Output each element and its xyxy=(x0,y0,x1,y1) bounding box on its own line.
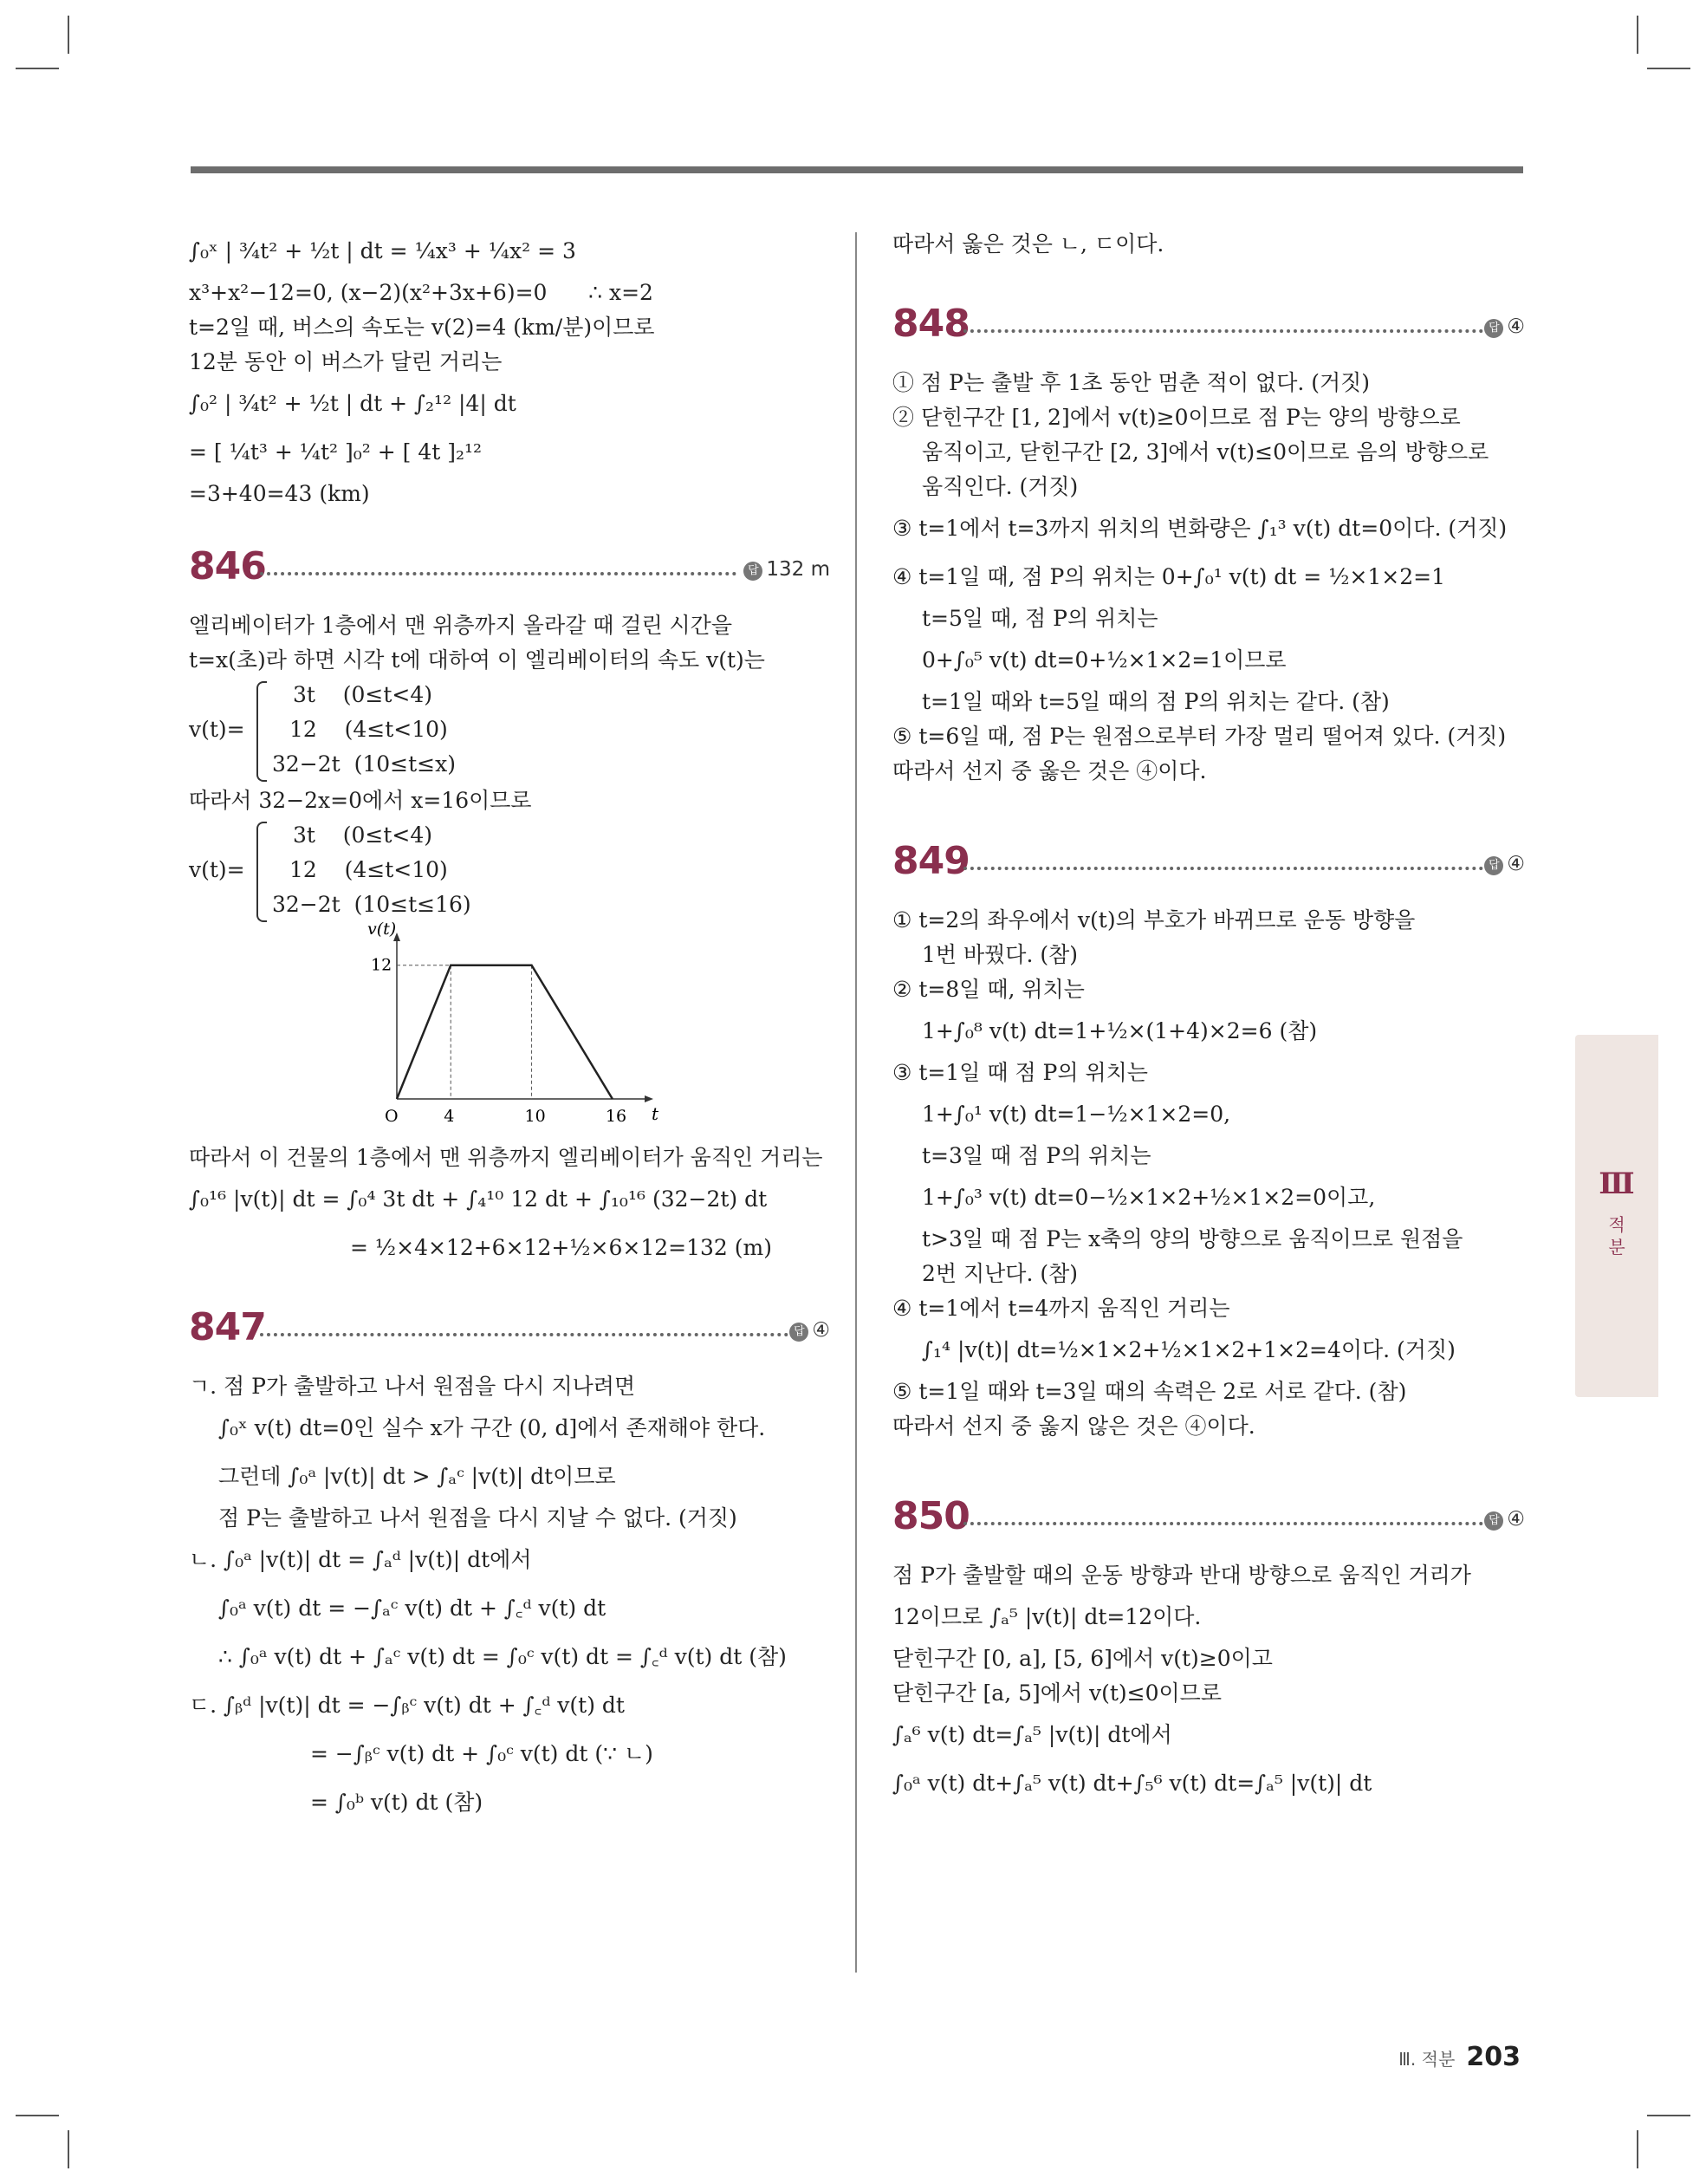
p848-line: 움직이고, 닫힌구간 [2, 3]에서 v(t)≤0이므로 음의 방향으로 xyxy=(922,439,1489,465)
answer-icon: 답 xyxy=(1484,856,1503,875)
velocity-graph xyxy=(362,920,659,1134)
intro-line-2: x³+x²−12=0, (x−2)(x²+3x+6)=0 ∴ x=2 xyxy=(189,280,653,305)
p849-line: t>3일 때 점 P는 x축의 양의 방향으로 움직이므로 원점을 xyxy=(922,1226,1463,1251)
page-footer xyxy=(1398,2042,1521,2072)
crop-mark xyxy=(68,16,69,54)
p850-line: ∫₀ᵃ v(t) dt+∫ₐ⁵ v(t) dt+∫₅⁶ v(t) dt=∫ₐ⁵ |v(t)| dt xyxy=(892,1771,1372,1796)
p849-line: 따라서 선지 중 옳지 않은 것은 ④이다. xyxy=(892,1414,1255,1439)
dotted-leader xyxy=(260,1333,788,1336)
intro-line-3: t=2일 때, 버스의 속도는 v(2)=4 (km/분)이므로 xyxy=(189,315,655,340)
p848-line: 따라서 선지 중 옳은 것은 ④이다. xyxy=(892,758,1207,783)
crop-mark xyxy=(1637,16,1638,54)
dotted-leader xyxy=(963,867,1483,870)
p847-line: ㄷ. ∫ᵦᵈ |v(t)| dt = −∫ᵦᶜ v(t) dt + ∫꜀ᵈ v(t) dt xyxy=(189,1693,625,1718)
piece-label: v(t)= xyxy=(189,857,245,882)
problem-849-header xyxy=(892,829,1525,903)
p848-line: t=5일 때, 점 P의 위치는 xyxy=(922,606,1158,631)
p849-line: 2번 지난다. (참) xyxy=(922,1261,1079,1286)
p849-line: ③ t=1일 때 점 P의 위치는 xyxy=(892,1060,1148,1085)
problem-number: 847 xyxy=(189,1305,266,1349)
piece-row: 32−2t (10≤t≤x) xyxy=(272,751,456,777)
p847-line: ㄱ. 점 P가 출발하고 나서 원점을 다시 지나려면 xyxy=(189,1374,636,1399)
p848-line: 움직인다. (거짓) xyxy=(922,474,1079,499)
answer-label: 답 ④ xyxy=(789,1319,830,1342)
intro-line-1: ∫₀ˣ | ³⁄₄t² + ½t | dt = ¼x³ + ¼x² = 3 xyxy=(189,238,576,263)
right-intro: 따라서 옳은 것은 ㄴ, ㄷ이다. xyxy=(892,231,1164,257)
crop-mark xyxy=(1647,68,1690,69)
crop-mark xyxy=(16,2115,59,2116)
p846-line: 따라서 이 건물의 1층에서 맨 위층까지 엘리베이터가 움직인 거리는 xyxy=(189,1145,823,1170)
p850-line: ∫ₐ⁶ v(t) dt=∫ₐ⁵ |v(t)| dt에서 xyxy=(892,1722,1172,1747)
y-tick-label: 12 xyxy=(371,955,392,975)
x-tick-label: 4 xyxy=(444,1107,455,1126)
dotted-leader xyxy=(963,329,1483,333)
dotted-leader xyxy=(963,1522,1483,1525)
p849-line: 1+∫₀⁸ v(t) dt=1+½×(1+4)×2=6 (참) xyxy=(922,1018,1318,1043)
piece-row: 3t (0≤t<4) xyxy=(293,682,432,707)
p846-line: ∫₀¹⁶ |v(t)| dt = ∫₀⁴ 3t dt + ∫₄¹⁰ 12 dt + ∫₁₀¹⁶ (32−2t) dt xyxy=(189,1186,768,1212)
x-axis-arrow xyxy=(645,1095,653,1102)
p849-line: 1번 바꿨다. (참) xyxy=(922,942,1079,967)
answer-label: 답 132 m xyxy=(743,558,830,581)
problem-848-header xyxy=(892,291,1525,366)
intro-line-6: = [ ¼t³ + ¼t² ]₀² + [ 4t ]₂¹² xyxy=(189,439,483,465)
p847-line: ∫₀ˣ v(t) dt=0인 실수 x가 구간 (0, d]에서 존재해야 한다. xyxy=(218,1415,766,1440)
answer-icon: 답 xyxy=(789,1323,808,1342)
piecewise-1 xyxy=(189,678,830,783)
intro-line-7: =3+40=43 (km) xyxy=(189,481,370,506)
x-axis-label: t xyxy=(652,1103,659,1124)
crop-mark xyxy=(1637,2130,1638,2168)
p848-line: ① 점 P는 출발 후 1초 동안 멈춘 적이 없다. (거짓) xyxy=(892,370,1371,395)
p846-line: t=x(초)라 하면 시각 t에 대하여 이 엘리베이터의 속도 v(t)는 xyxy=(189,647,765,673)
right-column xyxy=(892,227,1525,1808)
chapter-side-tab xyxy=(1575,1035,1658,1397)
p849-line: ① t=2의 좌우에서 v(t)의 부호가 바뀌므로 운동 방향을 xyxy=(892,907,1416,933)
answer-icon: 답 xyxy=(1484,319,1503,338)
chapter-roman: Ⅲ xyxy=(1599,1167,1635,1201)
p846-line: = ½×4×12+6×12+½×6×12=132 (m) xyxy=(350,1235,772,1260)
top-rule xyxy=(191,166,1523,173)
x-tick-label: O xyxy=(385,1107,399,1126)
piece-label: v(t)= xyxy=(189,717,245,742)
answer-icon: 답 xyxy=(1484,1511,1503,1531)
y-axis-label: v(t) xyxy=(367,920,397,939)
p849-line: t=3일 때 점 P의 위치는 xyxy=(922,1143,1151,1168)
dotted-leader xyxy=(260,572,736,575)
p848-line: ③ t=1에서 t=3까지 위치의 변화량은 ∫₁³ v(t) dt=0이다. (거짓) xyxy=(892,516,1508,541)
p849-line: ⑤ t=1일 때와 t=3일 때의 속력은 2로 서로 같다. (참) xyxy=(892,1379,1407,1404)
p849-line: ∫₁⁴ |v(t)| dt=½×1×2+½×1×2+1×2=4이다. (거짓) xyxy=(922,1337,1456,1362)
problem-number: 846 xyxy=(189,544,266,588)
piece-row: 12 (4≤t<10) xyxy=(289,717,448,742)
left-column xyxy=(189,227,830,1827)
p849-line: ② t=8일 때, 위치는 xyxy=(892,977,1085,1002)
problem-847-header xyxy=(189,1295,830,1369)
p850-line: 닫힌구간 [0, a], [5, 6]에서 v(t)≥0이고 xyxy=(892,1646,1273,1671)
crop-mark xyxy=(1647,2115,1690,2116)
problem-846-header xyxy=(189,534,830,608)
p848-line: 0+∫₀⁵ v(t) dt=0+½×1×2=1이므로 xyxy=(922,647,1287,673)
crop-mark xyxy=(68,2130,69,2168)
piece-row: 3t (0≤t<4) xyxy=(293,822,432,848)
p846-line: 엘리베이터가 1층에서 맨 위층까지 올라갈 때 걸린 시간을 xyxy=(189,613,732,638)
p847-line: ∫₀ᵃ v(t) dt = −∫ₐᶜ v(t) dt + ∫꜀ᵈ v(t) dt xyxy=(218,1596,607,1621)
problem-number: 848 xyxy=(892,302,970,346)
problem-850-header xyxy=(892,1484,1525,1558)
p848-line: ⑤ t=6일 때, 점 P는 원점으로부터 가장 멀리 떨어져 있다. (거짓) xyxy=(892,724,1507,749)
p848-line: ④ t=1일 때, 점 P의 위치는 0+∫₀¹ v(t) dt = ½×1×2=1 xyxy=(892,564,1445,589)
p847-line: = −∫ᵦᶜ v(t) dt + ∫₀ᶜ v(t) dt (∵ ㄴ) xyxy=(310,1741,653,1766)
p848-line: t=1일 때와 t=5일 때의 점 P의 위치는 같다. (참) xyxy=(922,689,1390,714)
p847-line: 점 P는 출발하고 나서 원점을 다시 지날 수 없다. (거짓) xyxy=(218,1505,737,1531)
answer-label: 답 ④ xyxy=(1484,853,1525,875)
piece-brace xyxy=(256,822,267,922)
page-number: 203 xyxy=(1466,2042,1521,2072)
column-divider xyxy=(855,232,857,1973)
answer-icon: 답 xyxy=(743,562,762,581)
p846-mid: 따라서 32−2x=0에서 x=16이므로 xyxy=(189,788,532,813)
p849-line: 1+∫₀³ v(t) dt=0−½×1×2+½×1×2=0이고, xyxy=(922,1185,1376,1210)
velocity-series-line xyxy=(397,965,613,1099)
piece-row: 32−2t (10≤t≤16) xyxy=(272,892,471,917)
p849-line: 1+∫₀¹ v(t) dt=1−½×1×2=0, xyxy=(922,1102,1231,1127)
x-tick-label: 10 xyxy=(524,1107,546,1126)
footer-section: Ⅲ. 적분 xyxy=(1398,2049,1456,2070)
intro-line-5: ∫₀² | ³⁄₄t² + ½t | dt + ∫₂¹² |4| dt xyxy=(189,391,516,416)
p847-line: ∴ ∫₀ᵃ v(t) dt + ∫ₐᶜ v(t) dt = ∫₀ᶜ v(t) dt = ∫꜀ᵈ v(t) dt (참) xyxy=(218,1644,787,1669)
p847-line: 그런데 ∫₀ᵃ |v(t)| dt > ∫ₐᶜ |v(t)| dt이므로 xyxy=(218,1464,616,1489)
answer-label: 답 ④ xyxy=(1484,1508,1525,1531)
p847-line: ㄴ. ∫₀ᵃ |v(t)| dt = ∫ₐᵈ |v(t)| dt에서 xyxy=(189,1547,532,1572)
intro-line-4: 12분 동안 이 버스가 달린 거리는 xyxy=(189,349,503,374)
p849-line: ④ t=1에서 t=4까지 움직인 거리는 xyxy=(892,1296,1230,1321)
p848-line: ② 닫힌구간 [1, 2]에서 v(t)≥0이므로 점 P는 양의 방향으로 xyxy=(892,405,1461,430)
piece-brace xyxy=(256,681,267,782)
p850-line: 닫힌구간 [a, 5]에서 v(t)≤0이므로 xyxy=(892,1680,1222,1706)
answer-label: 답 ④ xyxy=(1484,315,1525,338)
problem-number: 850 xyxy=(892,1494,970,1538)
p847-line: = ∫₀ᵇ v(t) dt (참) xyxy=(310,1790,483,1815)
p850-line: 12이므로 ∫ₐ⁵ |v(t)| dt=12이다. xyxy=(892,1604,1202,1629)
crop-mark xyxy=(16,68,59,69)
problem-number: 849 xyxy=(892,839,970,883)
piece-row: 12 (4≤t<10) xyxy=(289,857,448,882)
piecewise-2 xyxy=(189,818,830,924)
p850-line: 점 P가 출발할 때의 운동 방향과 반대 방향으로 움직인 거리가 xyxy=(892,1563,1471,1588)
chapter-label: 적 분 xyxy=(1608,1214,1625,1258)
x-tick-label: 16 xyxy=(605,1107,627,1126)
